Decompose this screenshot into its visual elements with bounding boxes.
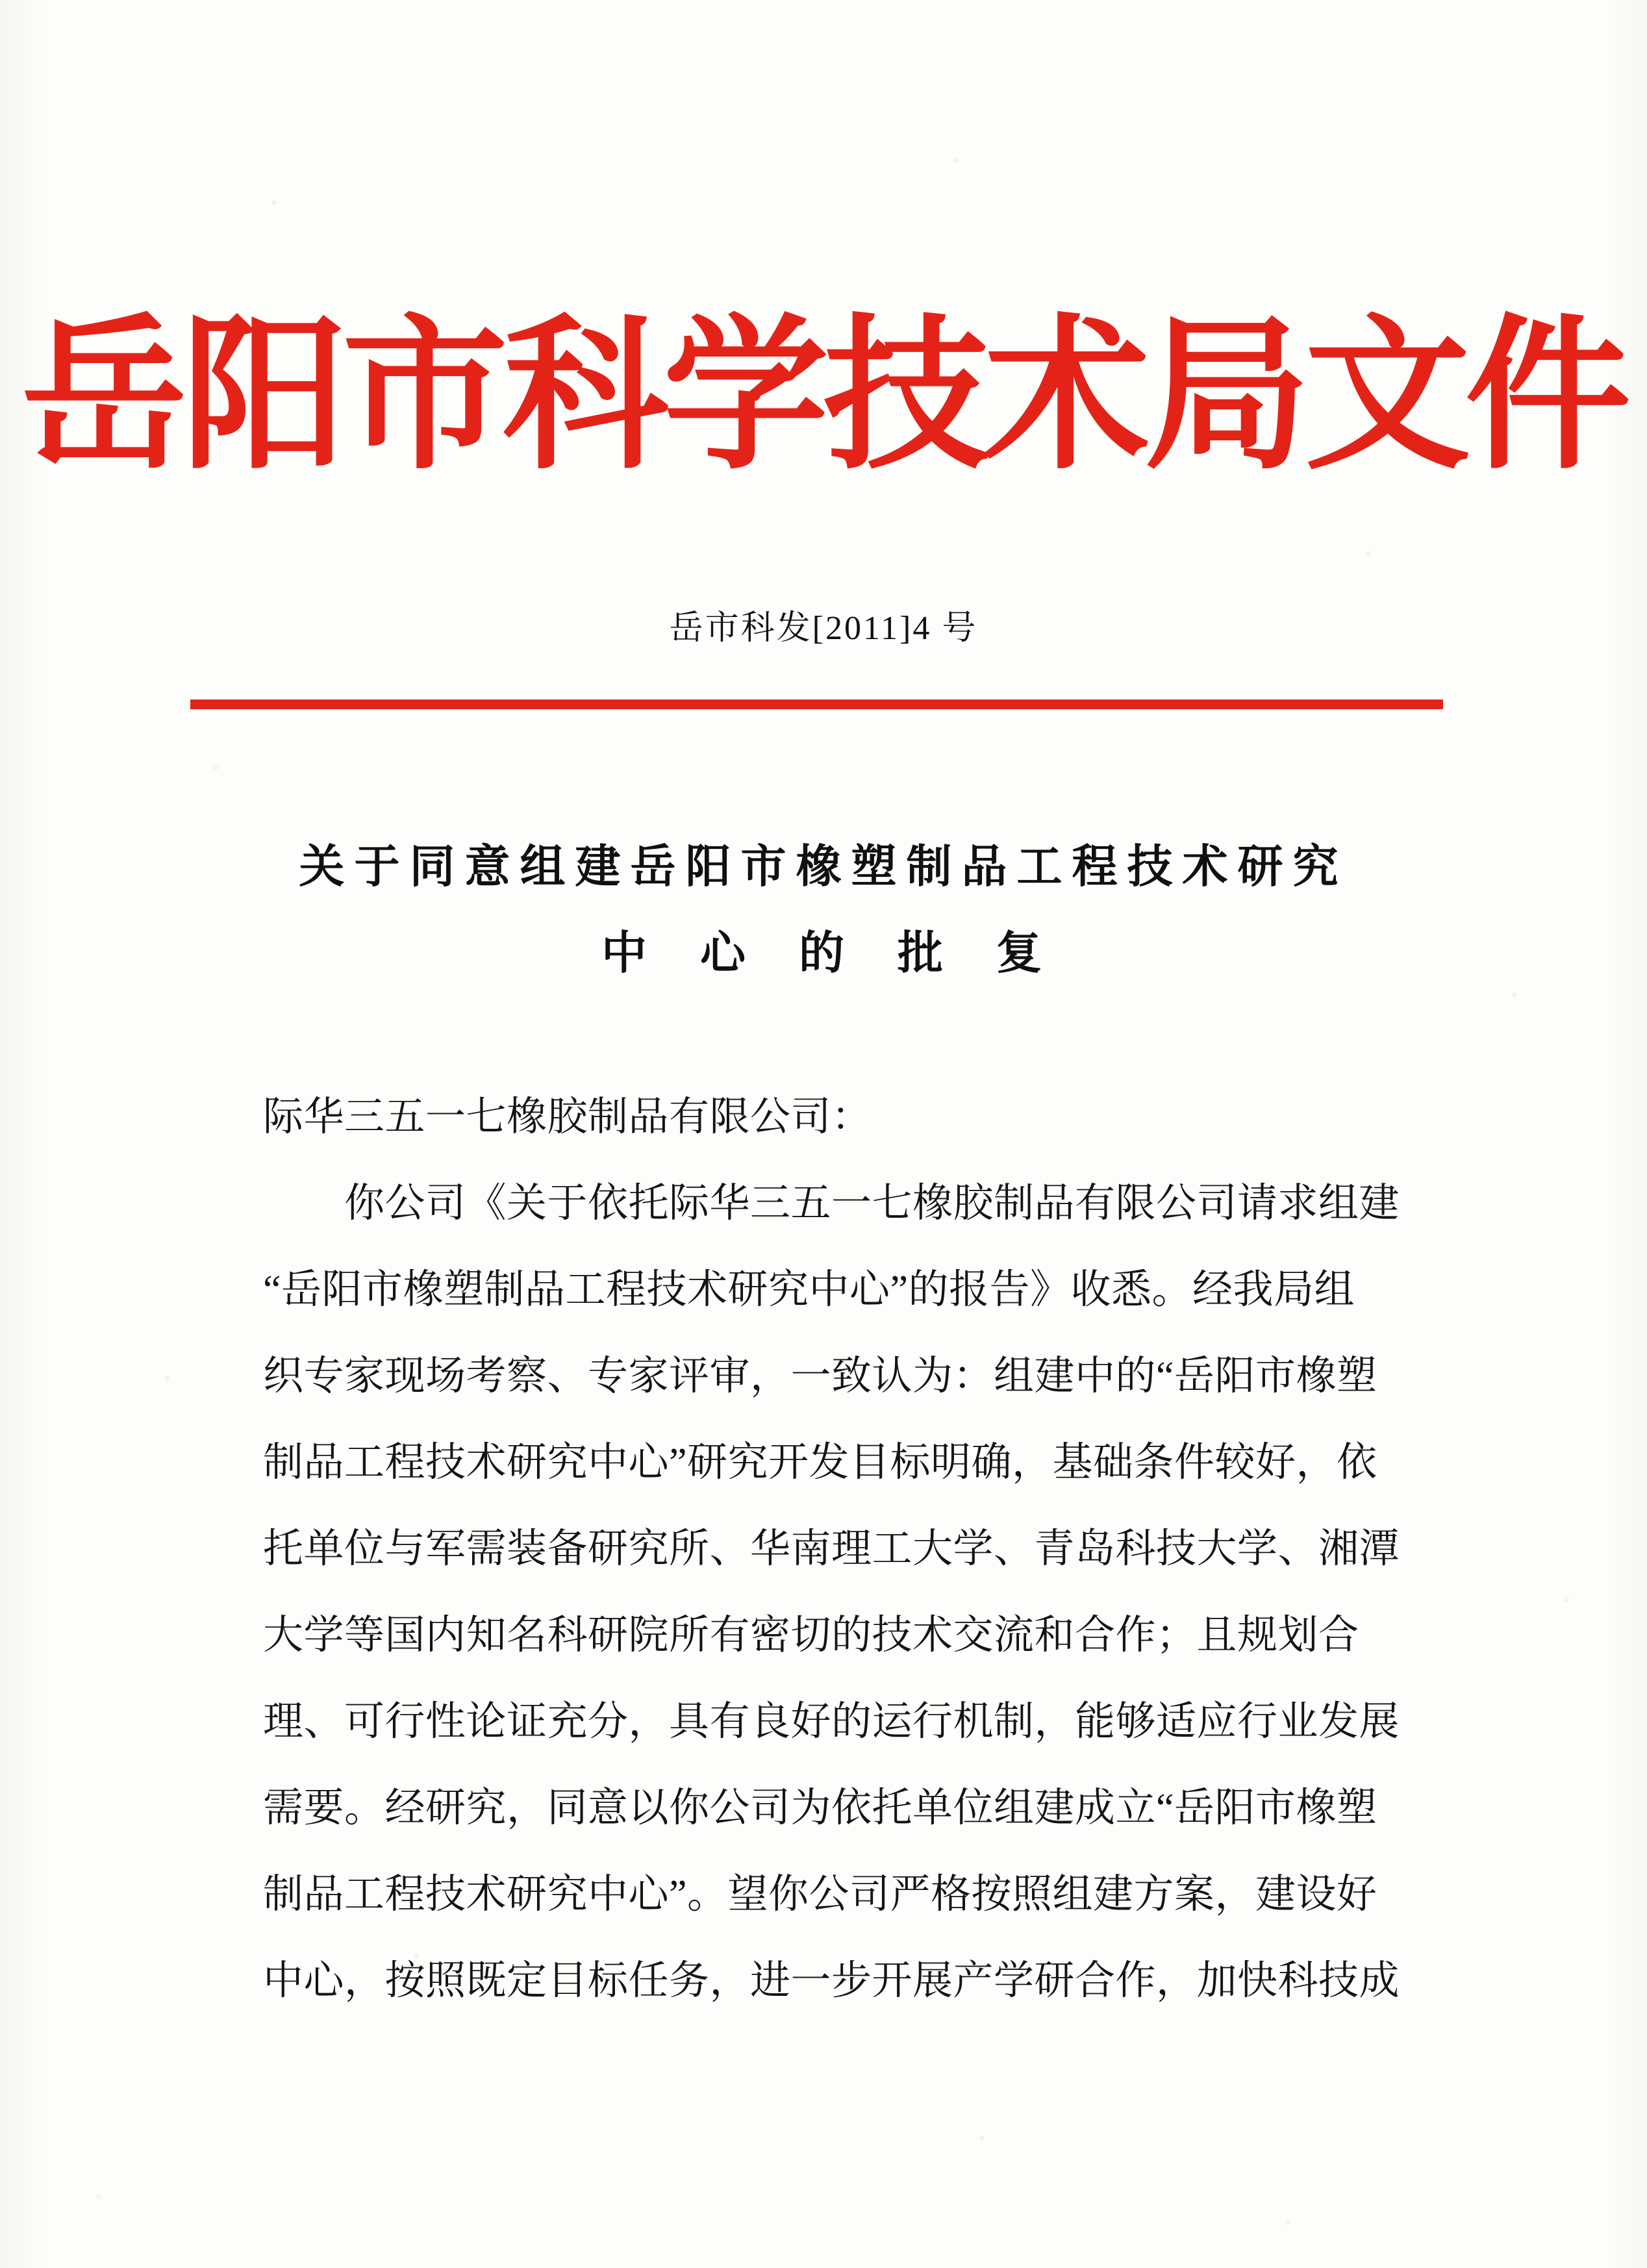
body-line: 制品工程技术研究中心”研究开发目标明确，基础条件较好，依 (263, 1441, 1377, 1485)
agency-header-title: 岳阳市科学技术局文件 (21, 306, 1626, 489)
document-title (0, 824, 1647, 997)
body-line: 理、可行性论证充分，具有良好的运行机制，能够适应行业发展 (263, 1700, 1400, 1744)
red-divider-rule (190, 699, 1443, 709)
document-title-line1: 关于同意组建岳阳市橡塑制品工程技术研究 (299, 842, 1348, 892)
document-title-line2: 中 心 的 批 复 (601, 929, 1046, 979)
body-line: 中心，按照既定目标任务，进一步开展产学研合作，加快科技成 (263, 1959, 1400, 2003)
body-line: 需要。经研究，同意以你公司为依托单位组建成立“岳阳市橡塑 (263, 1786, 1377, 1830)
body-line: 制品工程技术研究中心”。望你公司严格按照组建方案，建设好 (263, 1872, 1377, 1917)
document-number: 岳市科发[2011]4 号 (669, 610, 978, 647)
body-line: 织专家现场考察、专家评审，一致认为：组建中的“岳阳市橡塑 (263, 1354, 1377, 1398)
scan-noise-speckles (0, 0, 3, 3)
body-line: 大学等国内知名科研院所有密切的技术交流和合作；且规划合 (263, 1613, 1359, 1657)
body-line: “岳阳市橡塑制品工程技术研究中心”的报告》收悉。经我局组 (263, 1268, 1355, 1312)
body-paragraphs (263, 1074, 1426, 2024)
body-line: 托单位与军需装备研究所、华南理工大学、青岛科技大学、湘潭 (263, 1527, 1400, 1571)
salutation-line: 际华三五一七橡胶制品有限公司： (263, 1095, 872, 1139)
body-line: 你公司《关于依托际华三五一七橡胶制品有限公司请求组建 (263, 1181, 1400, 1226)
